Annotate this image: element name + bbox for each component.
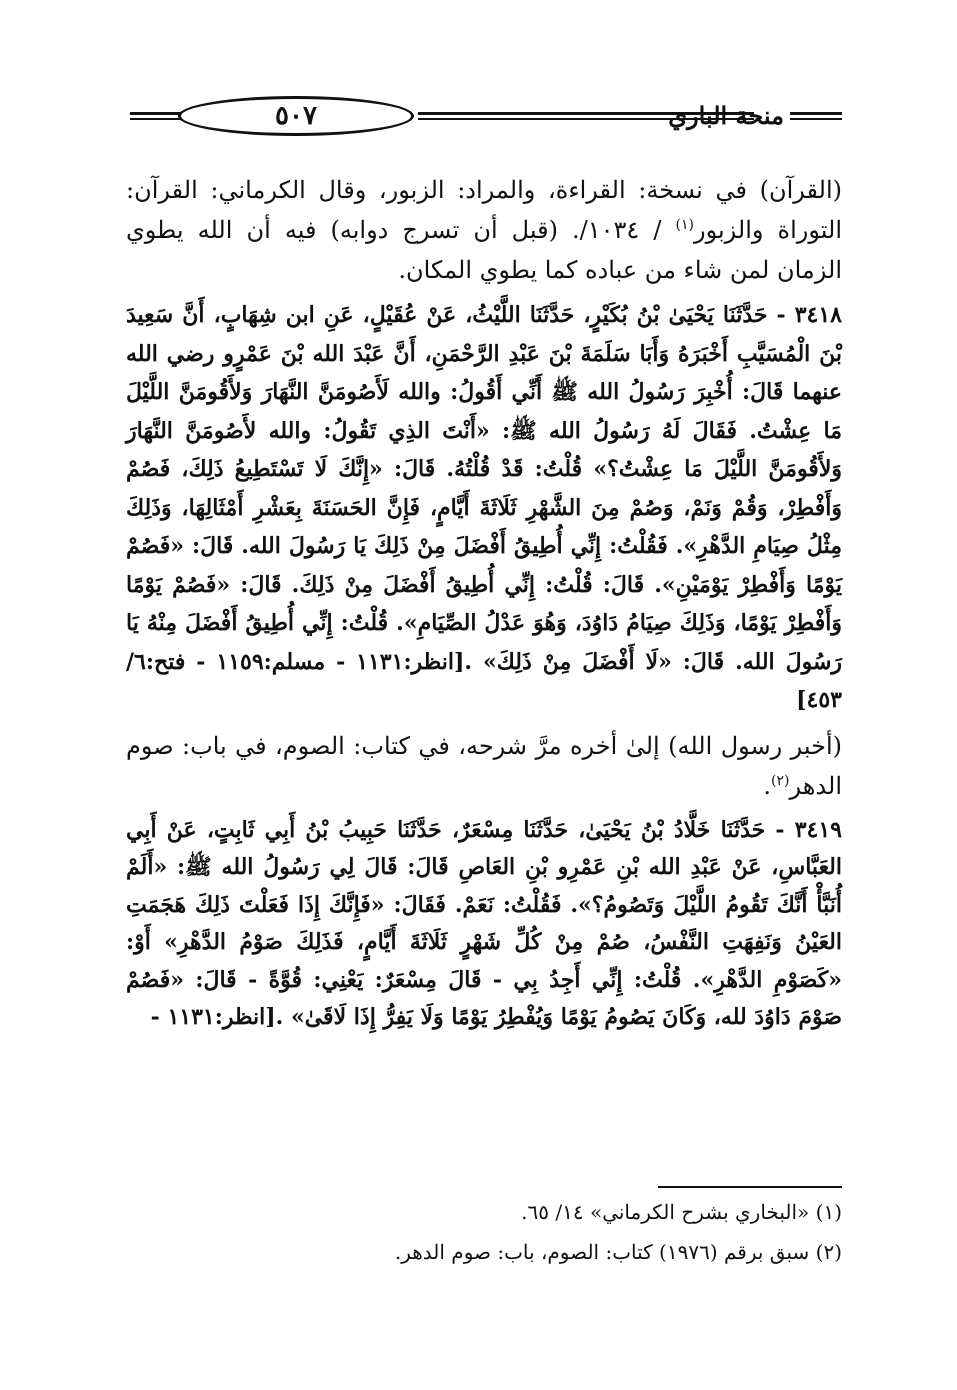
- footnote-ref-1: (١): [675, 217, 694, 233]
- footnote-2: (٢) سبق برقم (١٩٧٦) كتاب: الصوم، باب: صوم الدهر.: [394, 1240, 842, 1264]
- running-title: منحة الباري: [668, 101, 784, 130]
- footnotes: [126, 1192, 842, 1272]
- page-number-oval: [178, 96, 414, 136]
- hadith-3419: ٣٤١٩ - حَدَّثَنَا خَلَّادُ بْنُ يَحْيَىٰ، حَدَّثَنَا مِسْعَرٌ، حَدَّثَنَا حَبِيبُ بْنُ أَبِي ثَابِتٍ، عَنْ أَبِي العَبَّاسِ، عَنْ عَبْدِ الله بْنِ عَمْرِو بْنِ العَاصِ قَالَ: قَالَ لِي رَسُولُ الله ﷺ: «أَلَمْ أُنَبَّأْ أَنَّكَ تَقُومُ اللَّيْلَ وَتَصُومُ؟». فَقُلْتُ: نَعَمْ. فَقَالَ: «فَإِنَّكَ إِذَا فَعَلْتَ ذَلِكَ هَجَمَتِ العَيْنُ وَنَفِهَتِ النَّفْسُ، صُمْ مِنْ كُلِّ شَهْرٍ ثَلَاثَةَ أَيَّامٍ، فَذَلِكَ صَوْمُ الدَّهْرِ» أَوْ: «كَصَوْمِ الدَّهْرِ». قُلْتُ: إِنِّي أَجِدُ بِي - قَالَ مِسْعَرٌ: يَعْنِي: قُوَّةً - قَالَ: «فَصُمْ صَوْمَ دَاوُدَ لله، وَكَانَ يَصُومُ يَوْمًا وَيُفْطِرُ يَوْمًا وَلَا يَفِرُّ إِذَا لَاقَىٰ» .[انظر:١١٣١ -: [126, 816, 842, 1030]
- commentary-text-2: (أخبر رسول الله) إلىٰ أخره مرَّ شرحه، في كتاب: الصوم، في باب: صوم الدهر: [126, 731, 842, 800]
- commentary-paragraph-2: [126, 726, 842, 806]
- commentary-text-2-end: .: [763, 771, 772, 800]
- header-rule-left: [130, 112, 182, 121]
- header-rule-right: [790, 112, 842, 121]
- commentary-text-cont: / ١٠٣٤/. (قبل أن تسرج دوابه) فيه أن الله يطوي الزمان لمن شاء من عباده كما يطوي المكان.: [126, 216, 842, 284]
- footnote-ref-2: (٢): [771, 772, 790, 789]
- main-text: [126, 170, 842, 1037]
- commentary-text: (القرآن) في نسخة: القراءة، والمراد: الزبور، وقال الكرماني: القرآن: التوراة والزبور: [126, 176, 843, 244]
- footnote-separator: [658, 1186, 842, 1188]
- hadith-3418: ٣٤١٨ - حَدَّثَنَا يَحْيَىٰ بْنُ بُكَيْرٍ، حَدَّثَنَا اللَّيْثُ، عَنْ عُقَيْلٍ، عَنِ ابن شِهَابٍ، أَنَّ سَعِيدَ بْنَ الْمُسَيَّبِ أَخْبَرَهُ وَأَبَا سَلَمَةَ بْنَ عَبْدِ الرَّحْمَنِ، أَنَّ عَبْدَ الله بْنَ عَمْرٍو رضي الله عنهما قَالَ: أُخْبِرَ رَسُولُ الله ﷺ أَنِّي أَقُولُ: والله لَأَصُومَنَّ النَّهَارَ وَلأَقُومَنَّ اللَّيْلَ مَا عِشْتُ. فَقَالَ لَهُ رَسُولُ الله ﷺ: «أَنْتَ الذِي تَقُولُ: والله لأَصُومَنَّ النَّهَارَ وَلأَقُومَنَّ اللَّيْلَ مَا عِشْتُ؟» قُلْتُ: قَدْ قُلْتُهُ. قَالَ: «إِنَّكَ لَا تَسْتَطِيعُ ذَلِكَ، فَصُمْ وَأَفْطِرْ، وَقُمْ وَنَمْ، وَصُمْ مِنَ الشَّهْرِ ثَلَاثَةَ أَيَّامٍ، فَإِنَّ الحَسَنَةَ بِعَشْرِ أَمْثَالِهَا، وَذَلِكَ مِثْلُ صِيَامِ الدَّهْرِ». فَقُلْتُ: إِنِّي أُطِيقُ أَفْضَلَ مِنْ ذَلِكَ يَا رَسُولَ الله. قَالَ: «فَصُمْ يَوْمًا وَأَفْطِرْ يَوْمَيْنِ». قَالَ: قُلْتُ: إِنِّي أُطِيقُ أَفْضَلَ مِنْ ذَلِكَ. قَالَ: «فَصُمْ يَوْمًا وَأَفْطِرْ يَوْمًا، وَذَلِكَ صِيَامُ دَاوُدَ، وَهُوَ عَدْلُ الصِّيَامِ». قُلْتُ: إِنِّي أُطِيقُ أَفْضَلَ مِنْهُ يَا رَسُولَ الله. قَالَ: «لَا أَفْضَلَ مِنْ ذَلِكَ» .[انظر:١١٣١ - مسلم:١١٥٩ - فتح:٦/ ٤٥٣]: [126, 302, 843, 713]
- commentary-paragraph: [126, 170, 842, 290]
- running-header: [130, 96, 842, 136]
- footnote-1: (١) «البخاري بشرح الكرماني» ١٤/ ٦٥.: [521, 1200, 842, 1224]
- page-number: ٥٠٧: [275, 101, 317, 131]
